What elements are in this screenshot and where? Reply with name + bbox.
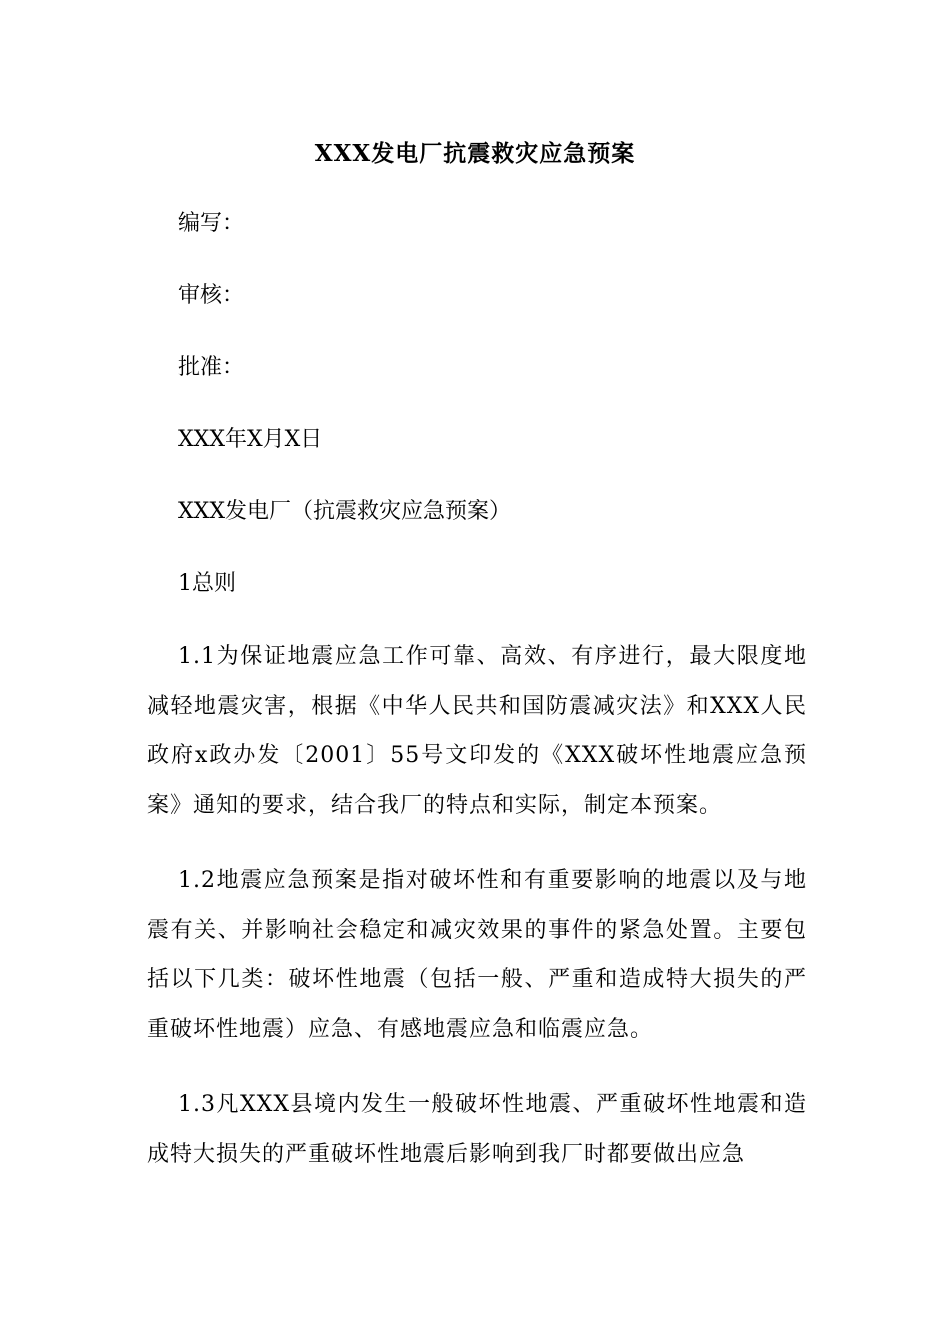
document-subtitle: XXX发电厂（抗震救灾应急预案） bbox=[178, 499, 511, 524]
paragraph-1-1: 1.1为保证地震应急工作可靠、高效、有序进行，最大限度地减轻地震灾害，根据《中华人民共和国防震减灾法》和XXX人民政府x政办发〔2001〕55号文印发的《XXX破坏性地震应急预案》通知的要求，结合我厂的特点和实际，制定本预案。 bbox=[147, 644, 807, 818]
section-heading: 1总则 bbox=[178, 571, 236, 596]
document-title: XXX发电厂抗震救灾应急预案 bbox=[314, 140, 636, 167]
document-date: XXX年X月X日 bbox=[178, 427, 323, 452]
review-field: 审核： bbox=[178, 283, 245, 308]
author-field: 编写： bbox=[178, 211, 245, 236]
approve-field: 批准： bbox=[178, 355, 245, 380]
paragraph-1-2: 1.2地震应急预案是指对破坏性和有重要影响的地震以及与地震有关、并影响社会稳定和减灾效果的事件的紧急处置。主要包括以下几类：破坏性地震（包括一般、严重和造成特大损失的严重破坏性地震）应急、有感地震应急和临震应急。 bbox=[147, 868, 807, 1042]
paragraph-1-3: 1.3凡XXX县境内发生一般破坏性地震、严重破坏性地震和造成特大损失的严重破坏性地震后影响到我厂时都要做出应急 bbox=[147, 1092, 807, 1167]
